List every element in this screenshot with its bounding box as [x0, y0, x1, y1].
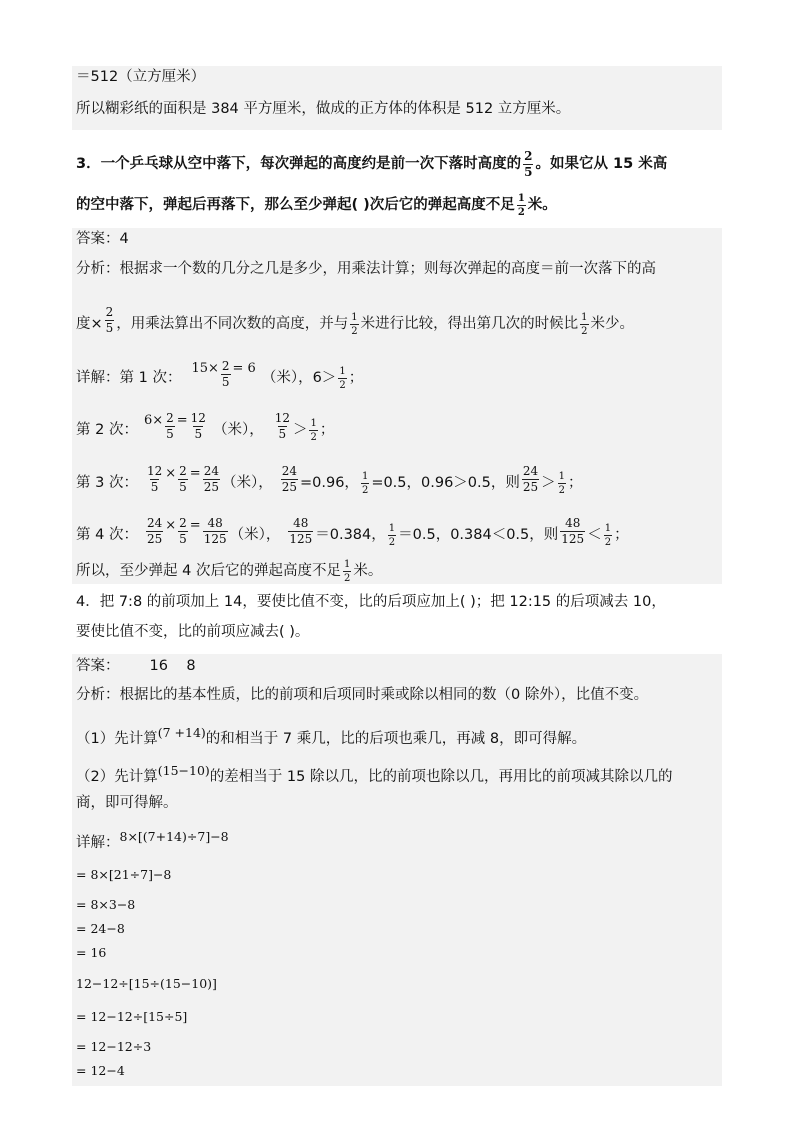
calc-result-line: ＝512（立方厘米） [76, 69, 206, 85]
analysis-line: 分析：根据比的基本性质，比的前项和后项同时乘或除以相同的数（0 除外），比值不变。 [76, 687, 649, 703]
calc-step: 12−12÷[15÷(15−10)] [76, 976, 217, 991]
previous-conclusion: 所以糊彩纸的面积是 384 平方厘米，做成的正方体的体积是 512 立方厘米。 [76, 101, 571, 117]
analysis-line-1: 分析：根据求一个数的几分之几是多少，用乘法计算；则每次弹起的高度＝前一次落下的高 [76, 261, 656, 277]
calc-step: = 8×3−8 [76, 897, 136, 912]
calc-step: = 12−12÷3 [76, 1039, 152, 1054]
detail-step-4: 第 4 次： $\frac{24}{25}$ × $\frac{2}{5}$ = $\frac{48}{125}$ （米）， $\frac{48}{125}$ ＝0.384， $\frac{1}{2}$ ＝0.5，0.384＜0.5，则 $\frac{48}{125}$ ＜ $\frac{1}{2}$ ； [76, 516, 629, 548]
analysis-point-2: （2）先计算(15−10)的差相当于 15 除以几，比的前项也除以几，再用比的前项减其除以几的 [76, 763, 673, 785]
conclusion-line: 所以，至少弹起 4 次后它的弹起高度不足 $\frac{1}{2}$ 米。 [76, 559, 383, 584]
analysis-point-2-continued: 商，即可得解。 [76, 795, 178, 811]
fraction-one-half: $\frac{1}{2}$ [581, 312, 588, 337]
question-3-line-2: 的空中落下，弹起后再落下，那么至少弹起( )次后它的弹起高度不足 $\frac{1}{2}$ 米。 [76, 193, 557, 218]
calc-step: = 24−8 [76, 921, 125, 936]
calc-step: = 12−4 [76, 1063, 125, 1078]
fraction-two-fifths: $\frac{2}{5}$ [524, 149, 533, 179]
calc-step: = 12−12÷[15÷5] [76, 1009, 188, 1024]
detail-step-3: 第 3 次： $\frac{12}{5}$ × $\frac{2}{5}$ = $\frac{24}{25}$ （米）， $\frac{24}{25}$ =0.96， $\frac{1}{2}$ =0.5，0.96＞0.5，则 $\frac{24}{25}$ ＞ $\frac{1}{2}$ ； [76, 464, 583, 496]
question-3-line-1: 3．一个乒乓球从空中落下，每次弹起的高度约是前一次下落时高度的 $\frac{2}{5}$ 。如果它从 15 米高 [76, 149, 668, 179]
detail-step-2: 第 2 次：6× $\frac{2}{5}$ = $\frac{12}{5}$ （米）， $\frac{12}{5}$ ＞ $\frac{1}{2}$ ； [76, 411, 335, 443]
fraction-one-half: $\frac{1}{2}$ [517, 193, 525, 218]
answer-line: 答案： 16 8 [76, 658, 196, 674]
fraction-two-fifths: $\frac{2}{5}$ [105, 305, 114, 335]
fraction-one-half: $\frac{1}{2}$ [351, 312, 358, 337]
answer-line: 答案：4 [76, 231, 129, 247]
analysis-line-2: 度× $\frac{2}{5}$ ，用乘法算出不同次数的高度，并与 $\frac{1}{2}$ 米进行比较，得出第几次的时候比 $\frac{1}{2}$ 米少。 [76, 305, 635, 337]
question-4-line-2: 要使比值不变，比的前项应减去( )。 [76, 624, 310, 640]
detail-line: 详解：8×[(7+14)÷7]−8 [76, 829, 229, 851]
detail-step-1: 详解：第 1 次：15× $\frac{2}{5}$ = 6（米），6＞ $\frac{1}{2}$ ； [76, 359, 364, 391]
analysis-point-1: （1）先计算(7 +14)的和相当于 7 乘几，比的后项也乘几，再减 8，即可得解。 [76, 725, 587, 747]
question-4-line-1: 4．把 7:8 的前项加上 14，要使比值不变，比的后项应加上( )；把 12:15 的后项减去 10， [76, 594, 666, 610]
calc-step: = 16 [76, 945, 107, 960]
calc-step: = 8×[21÷7]−8 [76, 867, 172, 882]
